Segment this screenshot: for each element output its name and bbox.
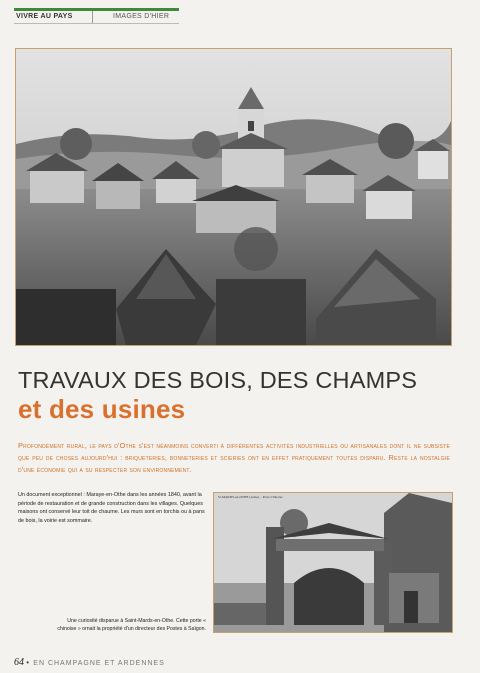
photo-caption-village: Un document exceptionnel : Maraye-en-Othe dans les années 1840, avant la période de restauration et de grande construction dans les villages. Quelques maisons ont conservé leur toit de chaume. Les murs sont en torchis ou à pans de bois, la voirie est sommaire. <box>18 492 205 524</box>
page-number: 64 <box>14 657 24 668</box>
header-rule <box>14 23 179 24</box>
article-title-line2: et des usines <box>18 394 186 424</box>
section-header <box>0 0 480 26</box>
chinese-gate-photo <box>213 492 453 633</box>
subsection-label: IMAGES D'HIER <box>92 11 169 23</box>
page-footer <box>14 657 165 668</box>
magazine-title: EN CHAMPAGNE ET ARDENNES <box>33 660 165 667</box>
photo-caption-gate: Une curiosité disparue à Saint-Mards-en-Othe. Cette porte « chinoise » ornait la propriété d'un directeur des Postes à Saïgon. <box>57 618 206 633</box>
article-intro: Profondément rural, le pays d'Othe s'est néanmoins converti à différentes activités industrielles ou artisanales dont il ne subsiste que peu de choses aujourd'hui : briqueteries, bonneteries et scieries ont en effet pratiquement toutes disparu. Reste la nostalgie d'une économie qui a su respecter son environnement. <box>18 441 450 474</box>
section-label: VIVRE AU PAYS <box>16 13 73 20</box>
village-photo <box>15 48 452 346</box>
footer-separator: • <box>26 658 30 667</box>
article-title-line1: TRAVAUX DES BOIS, DES CHAMPS <box>18 367 418 393</box>
postcard-label: St-MARDS-en-OTHE (Aube). - Porte Chinoise <box>218 495 283 499</box>
